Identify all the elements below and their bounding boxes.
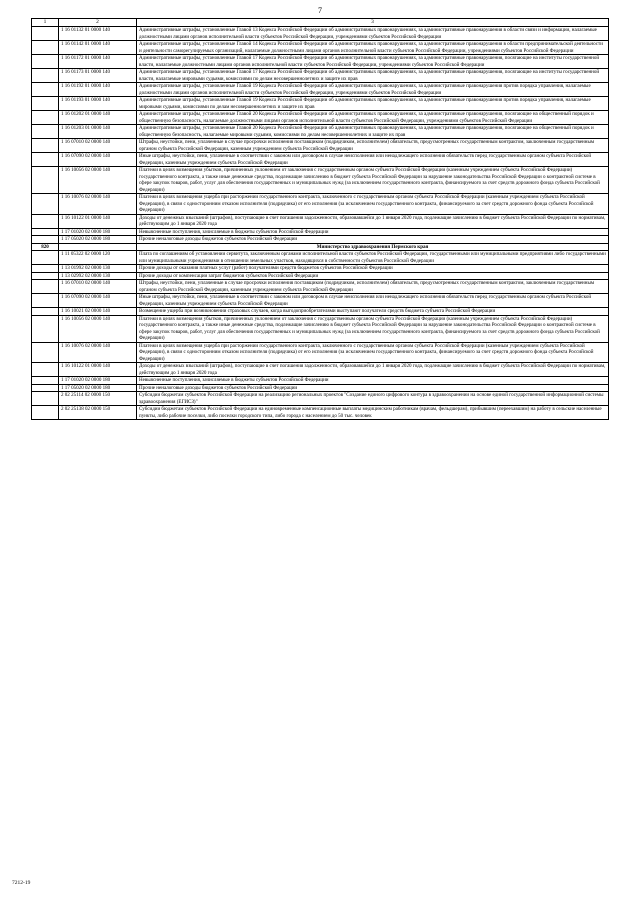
admin-code-cell — [32, 392, 59, 406]
administrator-name-cell: Министерство здравоохранения Пермского края — [137, 243, 609, 251]
revenue-code-cell: 1 17 05020 02 0000 180 — [59, 236, 137, 244]
admin-code-cell — [32, 315, 59, 342]
revenue-description-cell: Невыясненные поступления, зачисляемые в бюджеты субъектов Российской Федерации — [137, 377, 609, 385]
table-row — [32, 69, 609, 83]
admin-code-cell — [32, 280, 59, 294]
table-row — [32, 125, 609, 139]
revenue-code-cell: 1 13 02992 02 0000 130 — [59, 272, 137, 280]
revenue-code-cell: 1 16 07090 02 0000 140 — [59, 153, 137, 167]
revenue-code-cell: 1 17 05020 02 0000 180 — [59, 384, 137, 392]
revenue-code-cell: 1 16 01192 01 0000 140 — [59, 83, 137, 97]
header-col-1: 1 — [32, 19, 59, 27]
revenue-description-cell: Субсидии бюджетам субъектов Российской Федерации на единовременные компенсационные выплаты медицинским работникам (врачам, фельдшерам), прибывшим (переехавшим) на работу в сельские населенные пункты, либо рабочие поселки, либо поселки городского типа, либо города с населением до 50 тыс. человек — [137, 406, 609, 420]
header-col-2: 2 — [59, 19, 137, 27]
revenue-description-cell: Прочие неналоговые доходы бюджетов субъектов Российской Федерации — [137, 384, 609, 392]
revenue-description-cell: Платежи в целях возмещения ущерба при расторжении государственного контракта, заключенного с государственным органом субъекта Российской Федерации (казенным учреждением субъекта Российской Федерации), в связи с односторонним отказом исполнителя (подрядчика) от его исполнения (за исключением государственного контракта, финансируемого за счет средств дорожного фонда субъекта Российской Федерации) — [137, 342, 609, 363]
table-row — [32, 228, 609, 236]
admin-code-cell — [32, 406, 59, 420]
table-row — [32, 236, 609, 244]
table-row — [32, 315, 609, 342]
revenue-description-cell: Доходы от денежных взысканий (штрафов), поступающие в счет погашения задолженности, образовавшейся до 1 января 2020 года, подлежащие зачислению в бюджет субъекта Российской Федерации по нормативам, действующим до 1 января 2020 года — [137, 363, 609, 377]
revenue-code-cell: 1 16 10056 02 0000 140 — [59, 167, 137, 194]
revenue-description-cell: Платежи в целях возмещения убытков, причиненных уклонением от заключения с государственным органом субъекта Российской Федерации (казенным учреждением субъекта Российской Федерации) государственного контракта, а также иные денежные средства, подлежащие зачислению в бюджет субъекта Российской Федерации за нарушение законодательства Российской Федерации о контрактной системе в сфере закупок товаров, работ, услуг для обеспечения государственных и муниципальных нужд (за исключением государственного контракта, финансируемого за счет средств дорожного фонда субъекта Российской Федерации) — [137, 167, 609, 194]
revenue-description-cell: Административные штрафы, установленные Главой 20 Кодекса Российской Федерации об административных правонарушениях, за административные правонарушения, посягающие на общественный порядок и общественную безопасность, налагаемые мировыми судьями, комиссиями по делам несовершеннолетних и защите их прав — [137, 125, 609, 139]
table-row — [32, 251, 609, 265]
admin-code-cell — [32, 363, 59, 377]
table-row — [32, 363, 609, 377]
table-row — [32, 83, 609, 97]
revenue-description-cell: Штрафы, неустойки, пени, уплаченные в случае просрочки исполнения поставщиком (подрядчиком, исполнителем) обязательств, предусмотренных государственным контрактом, заключенным государственным органом субъекта Российской Федерации, казенным учреждением субъекта Российской Федерации — [137, 280, 609, 294]
table-row — [32, 214, 609, 228]
revenue-code-cell: 1 16 01172 01 0000 140 — [59, 55, 137, 69]
administrator-title-row — [32, 243, 609, 251]
revenue-code-cell: 1 16 10056 02 0000 140 — [59, 315, 137, 342]
revenue-description-cell: Административные штрафы, установленные Главой 19 Кодекса Российской Федерации об административных правонарушениях, за административные правонарушения против порядка управления, налагаемые мировыми судьями, комиссиями по делам несовершеннолетних и защите их прав — [137, 97, 609, 111]
table-row — [32, 342, 609, 363]
table-header-row — [32, 19, 609, 27]
admin-code-cell — [32, 214, 59, 228]
revenue-code-cell: 1 16 01203 01 0000 140 — [59, 125, 137, 139]
admin-code-cell — [32, 55, 59, 69]
table-row — [32, 392, 609, 406]
revenue-description-cell: Штрафы, неустойки, пени, уплаченные в случае просрочки исполнения поставщиком (подрядчиком, исполнителем) обязательств, предусмотренных государственным контрактом, заключенным государственным органом субъекта Российской Федерации, казенным учреждением субъекта Российской Федерации — [137, 139, 609, 153]
table-row — [32, 41, 609, 55]
revenue-code-cell: 1 13 01992 02 0000 130 — [59, 265, 137, 273]
table-row — [32, 167, 609, 194]
admin-code-cell — [32, 377, 59, 385]
revenue-code-cell: 1 17 01020 02 0000 180 — [59, 377, 137, 385]
table-row — [32, 139, 609, 153]
admin-code-cell — [32, 342, 59, 363]
revenue-code-cell: 1 16 01173 01 0000 140 — [59, 69, 137, 83]
revenue-description-cell: Прочие доходы от компенсации затрат бюджетов субъектов Российской Федерации — [137, 272, 609, 280]
revenue-code-cell: 1 16 10122 01 0000 140 — [59, 363, 137, 377]
admin-code-cell — [32, 153, 59, 167]
revenue-code-cell: 1 16 10021 02 0000 140 — [59, 308, 137, 316]
admin-code-cell — [32, 308, 59, 316]
admin-code-cell — [32, 111, 59, 125]
admin-code-cell — [32, 384, 59, 392]
table-row — [32, 308, 609, 316]
header-col-3: 3 — [137, 19, 609, 27]
revenue-description-cell: Административные штрафы, установленные Главой 14 Кодекса Российской Федерации об административных правонарушениях, за административные правонарушения в области предпринимательской деятельности и деятельности саморегулируемых организаций, налагаемые должностными лицами органов исполнительной власти субъектов Российской Федерации, учреждениями субъектов Российской Федерации — [137, 41, 609, 55]
admin-code-cell — [32, 272, 59, 280]
table-row — [32, 55, 609, 69]
admin-code-cell — [32, 265, 59, 273]
admin-code-cell — [32, 69, 59, 83]
admin-code-cell — [32, 125, 59, 139]
admin-code-cell — [32, 294, 59, 308]
table-row — [32, 27, 609, 41]
page-number: 7 — [318, 6, 322, 15]
revenue-description-cell: Административные штрафы, установленные Главой 20 Кодекса Российской Федерации об административных правонарушениях, за административные правонарушения, посягающие на общественный порядок и общественную безопасность, налагаемые должностными лицами органов исполнительной власти субъектов Российской Федерации, учреждениями субъектов Российской Федерации — [137, 111, 609, 125]
revenue-code-cell: 1 16 07090 02 0000 140 — [59, 294, 137, 308]
table-row — [32, 272, 609, 280]
admin-code-cell — [32, 83, 59, 97]
revenue-description-cell: Иные штрафы, неустойки, пени, уплаченные в соответствии с законом или договором в случае неисполнения или ненадлежащего исполнения обязательств перед государственным органом субъекта Российской Федерации, казенным учреждением субъекта Российской Федерации — [137, 294, 609, 308]
revenue-description-cell: Доходы от денежных взысканий (штрафов), поступающие в счет погашения задолженности, образовавшейся до 1 января 2020 года, подлежащие зачислению в бюджет субъекта Российской Федерации по нормативам, действующим до 1 января 2020 года — [137, 214, 609, 228]
revenue-description-cell: Административные штрафы, установленные Главой 19 Кодекса Российской Федерации об административных правонарушениях, за административные правонарушения против порядка управления, налагаемые должностными лицами органов исполнительной власти субъектов Российской Федерации, учреждениями субъектов Российской Федерации — [137, 83, 609, 97]
revenue-code-cell: 2 02 25114 02 0000 150 — [59, 392, 137, 406]
revenue-description-cell: Иные штрафы, неустойки, пени, уплаченные в соответствии с законом или договором в случае неисполнения или ненадлежащего исполнения обязательств перед государственным органом субъекта Российской Федерации, казенным учреждением субъекта Российской Федерации — [137, 153, 609, 167]
footer-code: 7212-19 — [12, 880, 31, 886]
revenue-description-cell: Административные штрафы, установленные Главой 17 Кодекса Российской Федерации об административных правонарушениях, за административные правонарушения, посягающие на институты государственной власти, налагаемые должностными лицами органов исполнительной власти субъектов Российской Федерации, учреждениями субъектов Российской Федерации — [137, 55, 609, 69]
admin-code-cell — [32, 167, 59, 194]
revenue-code-cell: 1 16 01202 01 0000 140 — [59, 111, 137, 125]
revenue-code-cell — [59, 243, 137, 251]
revenue-description-cell: Прочие доходы от оказания платных услуг (работ) получателями средств бюджетов субъектов Российской Федерации — [137, 265, 609, 273]
table-row — [32, 153, 609, 167]
revenue-code-cell: 1 16 07010 02 0000 140 — [59, 280, 137, 294]
table-row — [32, 97, 609, 111]
revenue-description-cell: Платежи в целях возмещения убытков, причиненных уклонением от заключения с государственным органом субъекта Российской Федерации (казенным учреждением субъекта Российской Федерации) государственного контракта, а также иные денежные средства, подлежащие зачислению в бюджет субъекта Российской Федерации за нарушение законодательства Российской Федерации о контрактной системе в сфере закупок товаров, работ, услуг для обеспечения государственных и муниципальных нужд (за исключением государственного контракта, финансируемого за счет средств дорожного фонда субъекта Российской Федерации) — [137, 315, 609, 342]
revenue-description-cell: Прочие неналоговые доходы бюджетов субъектов Российской Федерации — [137, 236, 609, 244]
revenue-description-cell: Административные штрафы, установленные Главой 13 Кодекса Российской Федерации об административных правонарушениях, за административные правонарушения в области связи и информации, налагаемые должностными лицами органов исполнительной власти субъектов Российской Федерации, учреждениями субъектов Российской Федерации — [137, 27, 609, 41]
revenue-description-cell: Невыясненные поступления, зачисляемые в бюджеты субъектов Российской Федерации — [137, 228, 609, 236]
revenue-code-cell: 1 17 01020 02 0000 180 — [59, 228, 137, 236]
revenue-code-cell: 2 02 25138 02 0000 150 — [59, 406, 137, 420]
revenue-code-cell: 1 16 01193 01 0000 140 — [59, 97, 137, 111]
revenue-description-cell: Плата по соглашениям об установлении сервитута, заключенным органами исполнительной власти субъектов Российской Федерации, государственными или муниципальными предприятиями либо государственными или муниципальными учреждениями в отношении земельных участков, находящихся в собственности субъектов Российской Федерации — [137, 251, 609, 265]
admin-code-cell — [32, 194, 59, 215]
revenue-code-cell: 1 16 10076 02 0000 140 — [59, 342, 137, 363]
revenue-code-cell: 1 16 01142 01 0000 140 — [59, 41, 137, 55]
table-row — [32, 265, 609, 273]
table-row — [32, 377, 609, 385]
revenue-description-cell: Платежи в целях возмещения ущерба при расторжении государственного контракта, заключенного с государственным органом субъекта Российской Федерации (казенным учреждением субъекта Российской Федерации), в связи с односторонним отказом исполнителя (подрядчика) от его исполнения (за исключением государственного контракта, финансируемого за счет средств дорожного фонда субъекта Российской Федерации) — [137, 194, 609, 215]
table-row — [32, 194, 609, 215]
revenue-code-cell: 1 16 07010 02 0000 140 — [59, 139, 137, 153]
revenue-code-cell: 1 16 01132 01 0000 140 — [59, 27, 137, 41]
admin-code-cell — [32, 97, 59, 111]
admin-code-cell — [32, 27, 59, 41]
revenue-description-cell: Субсидии бюджетам субъектов Российской Федерации на реализацию региональных проектов "Создание единого цифрового контура в здравоохранении на основе единой государственной информационной системы здравоохранения (ЕГИСЗ)" — [137, 392, 609, 406]
revenue-codes-table — [31, 18, 609, 420]
revenue-description-cell: Административные штрафы, установленные Главой 17 Кодекса Российской Федерации об административных правонарушениях, за административные правонарушения, посягающие на институты государственной власти, налагаемые мировыми судьями, комиссиями по делам несовершеннолетних и защите их прав — [137, 69, 609, 83]
revenue-code-cell: 1 16 10076 02 0000 140 — [59, 194, 137, 215]
revenue-code-cell: 1 11 05322 02 0000 120 — [59, 251, 137, 265]
admin-code-cell — [32, 236, 59, 244]
admin-code-cell: 820 — [32, 243, 59, 251]
admin-code-cell — [32, 251, 59, 265]
admin-code-cell — [32, 228, 59, 236]
table-row — [32, 111, 609, 125]
table-row — [32, 384, 609, 392]
table-row — [32, 280, 609, 294]
table-row — [32, 294, 609, 308]
table-row — [32, 406, 609, 420]
admin-code-cell — [32, 139, 59, 153]
admin-code-cell — [32, 41, 59, 55]
revenue-description-cell: Возмещение ущерба при возникновении страховых случаев, когда выгодоприобретателями выступают получатели средств бюджета субъекта Российской Федерации — [137, 308, 609, 316]
revenue-code-cell: 1 16 10122 01 0000 140 — [59, 214, 137, 228]
